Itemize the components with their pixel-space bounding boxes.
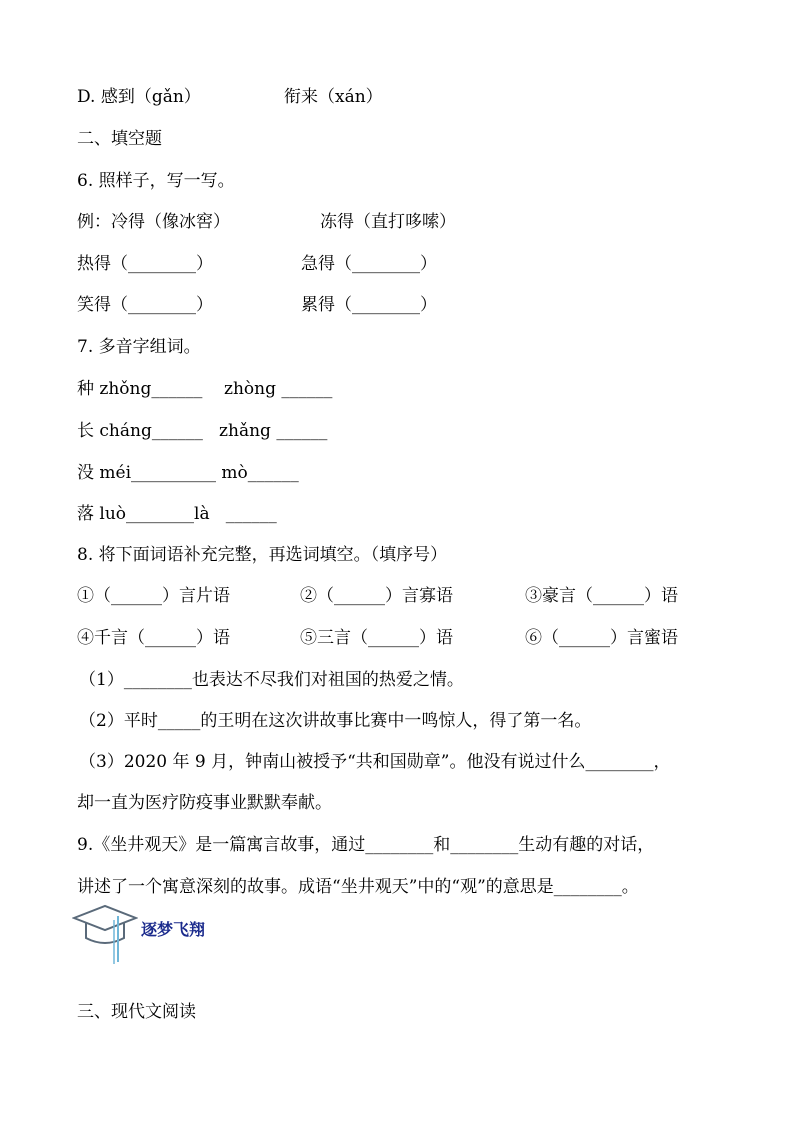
q8-sentence-1: （1）________也表达不尽我们对祖国的热爱之情。: [79, 670, 464, 690]
section-3-title: 三、现代文阅读: [77, 1002, 196, 1022]
section-2-title: 二、填空题: [77, 129, 162, 149]
q7-line-2: 长 cháng______ zhǎng ______: [77, 421, 328, 441]
q6-row2-right: 累得（________）: [301, 295, 437, 315]
q7-line-4: 落 luò________là ______: [77, 504, 277, 524]
q8-title: 8. 将下面词语补充完整，再选词填空。（填序号）: [77, 545, 448, 565]
q8-option-2: ②（______）言寡语: [300, 586, 453, 606]
q8-sentence-3b: 却一直为医疗防疫事业默默奉献。: [77, 793, 332, 813]
banner-title: 逐梦飞翔: [141, 920, 206, 939]
q9-line-1: 9.《坐井观天》是一篇寓言故事，通过________和________生动有趣的对话，: [77, 835, 655, 855]
q6-example-left: 例：冷得（像冰窖）: [77, 212, 230, 232]
q7-line-3: 没 méi__________ mò______: [77, 463, 299, 483]
q8-option-6: ⑥（______）言蜜语: [525, 628, 678, 648]
graduation-cap-icon: [72, 900, 138, 968]
q8-option-4: ④千言（______）语: [77, 628, 230, 648]
q7-title: 7. 多音字组词。: [77, 337, 201, 357]
option-d-right: 衔来（xán）: [284, 87, 383, 107]
option-d-left: D. 感到（gǎn）: [77, 87, 201, 107]
q8-sentence-2: （2）平时_____的王明在这次讲故事比赛中一鸣惊人，得了第一名。: [79, 711, 592, 731]
q6-row2-left: 笑得（________）: [77, 295, 213, 315]
q8-option-5: ⑤三言（______）语: [300, 628, 453, 648]
q8-option-3: ③豪言（______）语: [525, 586, 678, 606]
q6-title: 6. 照样子，写一写。: [77, 171, 235, 191]
q6-row1-right: 急得（________）: [301, 254, 437, 274]
q8-sentence-3a: （3）2020 年 9 月，钟南山被授予“共和国勋章”。他没有说过什么________，: [79, 752, 671, 772]
q7-line-1: 种 zhǒng______ zhòng ______: [77, 379, 333, 399]
q9-line-2: 讲述了一个寓意深刻的故事。成语“坐井观天”中的“观”的意思是________。: [77, 877, 639, 897]
q6-example-right: 冻得（直打哆嗦）: [320, 212, 456, 232]
q6-row1-left: 热得（________）: [77, 254, 213, 274]
q8-option-1: ①（______）言片语: [77, 586, 230, 606]
